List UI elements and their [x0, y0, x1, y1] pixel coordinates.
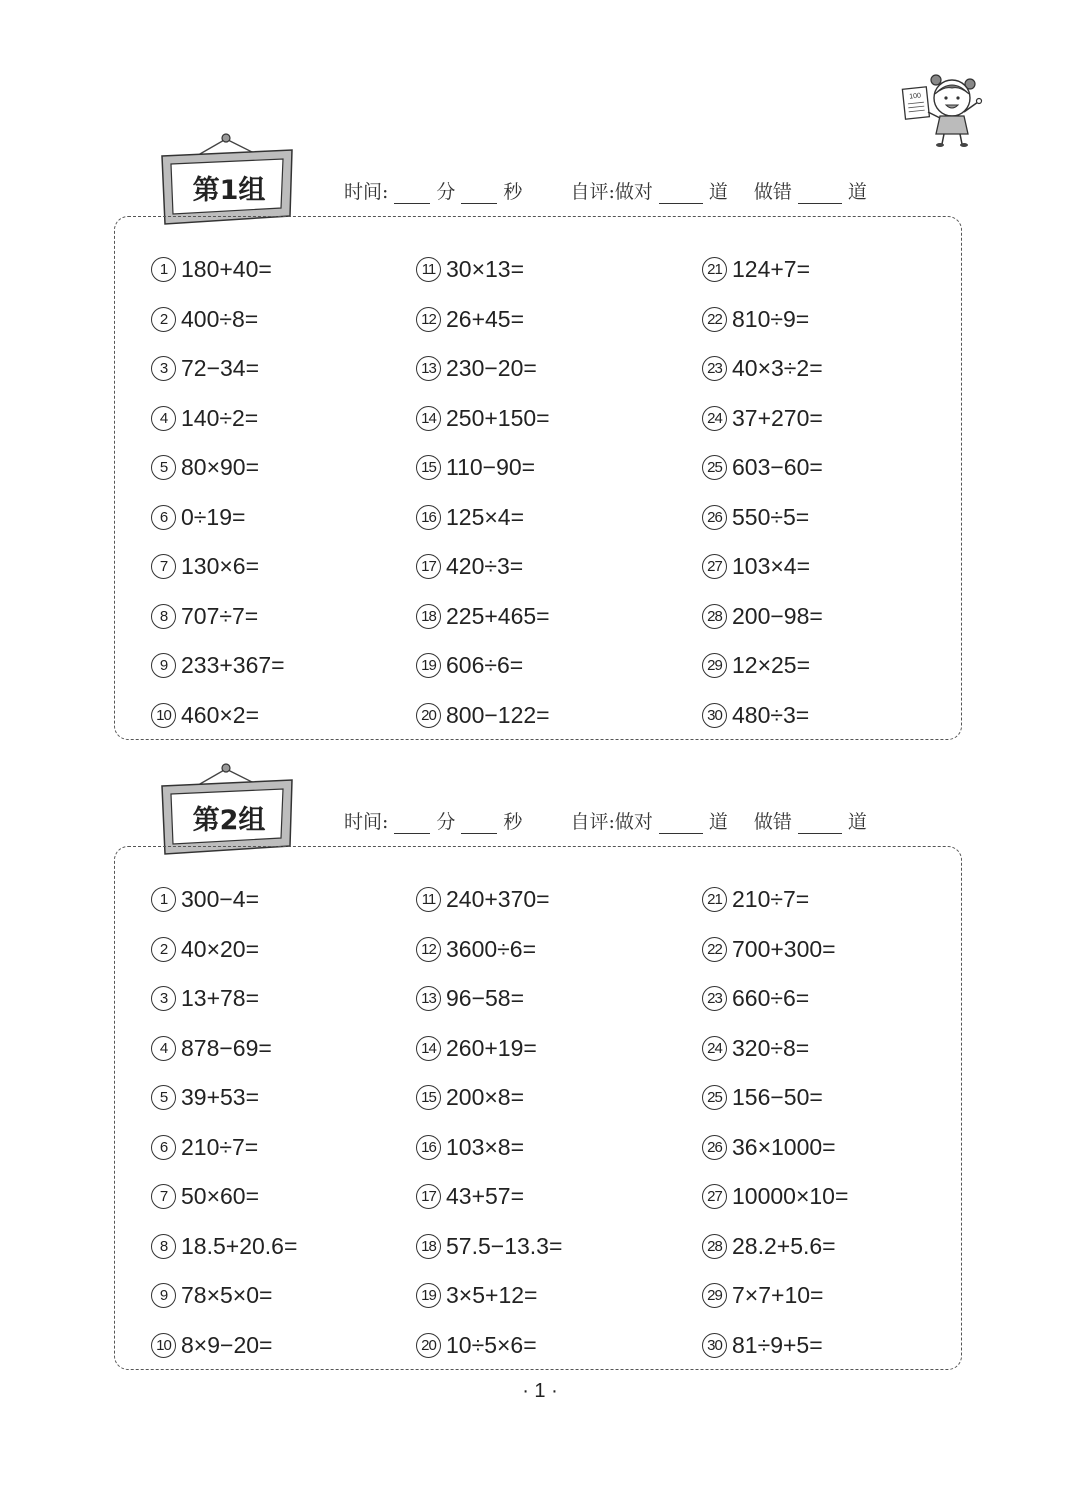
mascot-girl-illustration [898, 68, 986, 148]
problem-expression: 550÷5= [732, 503, 810, 530]
problem-expression: 240+370= [446, 886, 550, 913]
problem-item [151, 394, 285, 444]
problem-expression: 320÷8= [732, 1034, 810, 1061]
problem-expression: 156−50= [732, 1084, 823, 1111]
problem-expression: 30×13= [446, 256, 525, 283]
problem-number: 26 [702, 1135, 727, 1160]
problem-item [151, 1073, 297, 1123]
seconds-label: 秒 [503, 181, 523, 203]
problem-item [151, 542, 285, 592]
problem-number: 22 [702, 307, 727, 332]
problem-number: 20 [416, 1333, 441, 1358]
problem-expression: 233+367= [181, 652, 285, 679]
problem-expression: 72−34= [181, 355, 260, 382]
problem-number: 21 [702, 257, 727, 282]
problem-number: 22 [702, 937, 727, 962]
problem-item [416, 295, 550, 345]
problem-number: 29 [702, 653, 727, 678]
problem-expression: 10000×10= [732, 1183, 849, 1210]
problem-item [702, 1073, 848, 1123]
problem-item [702, 1172, 848, 1222]
problem-number: 25 [702, 1085, 727, 1110]
problem-item [416, 443, 550, 493]
problem-item [702, 1222, 848, 1272]
problem-expression: 7×7+10= [732, 1282, 824, 1309]
problem-number: 8 [151, 1234, 176, 1259]
problem-item [416, 493, 550, 543]
problem-number: 16 [416, 1135, 441, 1160]
problem-item [151, 925, 297, 975]
problem-column-3 [702, 875, 848, 1370]
group-title: 第2组 [192, 805, 266, 836]
problem-number: 10 [151, 1333, 176, 1358]
problem-item [151, 1172, 297, 1222]
problem-item [702, 641, 823, 691]
problem-item [416, 394, 550, 444]
problem-expression: 26+45= [446, 305, 525, 332]
problem-item [702, 295, 823, 345]
problem-item [702, 443, 823, 493]
problem-number: 14 [416, 1036, 441, 1061]
problem-number: 15 [416, 1085, 441, 1110]
problem-item [416, 1172, 562, 1222]
problem-item [151, 974, 297, 1024]
wrong-count-blank[interactable] [798, 183, 842, 204]
problem-item [702, 344, 823, 394]
problem-expression: 210÷7= [732, 886, 810, 913]
problem-number: 10 [151, 703, 176, 728]
problem-expression: 200−98= [732, 602, 823, 629]
problem-item [702, 974, 848, 1024]
problem-expression: 130×6= [181, 553, 260, 580]
problem-item [416, 344, 550, 394]
problem-item [151, 592, 285, 642]
problem-expression: 460×2= [181, 701, 260, 728]
problem-item [151, 691, 285, 741]
problem-number: 6 [151, 505, 176, 530]
problem-expression: 140÷2= [181, 404, 259, 431]
problem-number: 9 [151, 653, 176, 678]
problem-item [416, 691, 550, 741]
time-label: 时间: [344, 181, 389, 203]
time-label: 时间: [344, 811, 389, 833]
problem-item [151, 493, 285, 543]
problem-number: 16 [416, 505, 441, 530]
correct-unit-label: 道 [708, 811, 728, 833]
correct-unit-label: 道 [708, 181, 728, 203]
problem-item [702, 1123, 848, 1173]
problem-number: 21 [702, 887, 727, 912]
minutes-blank[interactable] [394, 813, 430, 834]
problem-expression: 96−58= [446, 985, 525, 1012]
problem-expression: 125×4= [446, 503, 525, 530]
correct-count-blank[interactable] [659, 813, 703, 834]
problem-expression: 50×60= [181, 1183, 260, 1210]
problem-item [151, 1271, 297, 1321]
problem-column-2 [416, 245, 550, 740]
seconds-label: 秒 [503, 811, 523, 833]
correct-count-blank[interactable] [659, 183, 703, 204]
problem-item [416, 641, 550, 691]
problem-column-1 [151, 875, 297, 1370]
problem-number: 23 [702, 356, 727, 381]
problem-item [416, 875, 562, 925]
problem-expression: 39+53= [181, 1084, 260, 1111]
problem-item [416, 1222, 562, 1272]
problem-expression: 10÷5×6= [446, 1331, 537, 1358]
problem-number: 7 [151, 554, 176, 579]
group-title: 第1组 [192, 175, 266, 206]
problem-item [151, 875, 297, 925]
problem-number: 29 [702, 1283, 727, 1308]
problem-number: 5 [151, 455, 176, 480]
problem-expression: 80×90= [181, 454, 260, 481]
problem-expression: 250+150= [446, 404, 550, 431]
problem-item [416, 245, 550, 295]
problem-number: 26 [702, 505, 727, 530]
problem-number: 13 [416, 356, 441, 381]
problem-item [151, 1222, 297, 1272]
problem-number: 25 [702, 455, 727, 480]
wrong-unit-label: 道 [847, 811, 867, 833]
problem-expression: 43+57= [446, 1183, 525, 1210]
problem-number: 27 [702, 1184, 727, 1209]
problem-item [702, 542, 823, 592]
problem-number: 30 [702, 703, 727, 728]
problem-expression: 210÷7= [181, 1133, 259, 1160]
problem-expression: 660÷6= [732, 985, 810, 1012]
problem-item [702, 925, 848, 975]
problem-number: 2 [151, 307, 176, 332]
problem-expression: 40×3÷2= [732, 355, 823, 382]
problem-expression: 800−122= [446, 701, 550, 728]
problem-number: 27 [702, 554, 727, 579]
problem-number: 4 [151, 1036, 176, 1061]
wrong-label: 做错 [753, 181, 792, 203]
problem-number: 4 [151, 406, 176, 431]
problem-item [151, 641, 285, 691]
problem-number: 13 [416, 986, 441, 1011]
problem-item [151, 344, 285, 394]
seconds-blank[interactable] [461, 183, 497, 204]
problem-number: 18 [416, 604, 441, 629]
self-eval-correct-label: 自评:做对 [570, 181, 653, 203]
problem-item [702, 691, 823, 741]
problem-number: 20 [416, 703, 441, 728]
problem-expression: 28.2+5.6= [732, 1232, 836, 1259]
problem-number: 1 [151, 887, 176, 912]
problem-number: 3 [151, 986, 176, 1011]
problem-expression: 78×5×0= [181, 1282, 273, 1309]
score-record-line [344, 174, 867, 204]
score-record-line [344, 804, 867, 834]
minutes-label: 分 [436, 181, 456, 203]
problem-number: 23 [702, 986, 727, 1011]
problem-item [702, 875, 848, 925]
problem-expression: 8×9−20= [181, 1331, 273, 1358]
problem-expression: 103×8= [446, 1133, 525, 1160]
problem-number: 24 [702, 1036, 727, 1061]
problem-item [416, 1073, 562, 1123]
problem-item [702, 592, 823, 642]
problem-column-3 [702, 245, 823, 740]
problem-expression: 36×1000= [732, 1133, 836, 1160]
problem-expression: 230−20= [446, 355, 537, 382]
problem-number: 11 [416, 887, 441, 912]
problem-number: 24 [702, 406, 727, 431]
problem-expression: 700+300= [732, 935, 836, 962]
problem-item [416, 925, 562, 975]
problem-number: 9 [151, 1283, 176, 1308]
problem-column-1 [151, 245, 285, 740]
problem-number: 3 [151, 356, 176, 381]
mascot-sign-text: 100 [909, 92, 922, 101]
problem-expression: 103×4= [732, 553, 811, 580]
problem-number: 1 [151, 257, 176, 282]
problem-number: 7 [151, 1184, 176, 1209]
page-number: · 1 · [522, 1380, 558, 1402]
problem-item [416, 1321, 562, 1371]
problem-number: 17 [416, 1184, 441, 1209]
problem-item [151, 443, 285, 493]
problem-expression: 810÷9= [732, 305, 810, 332]
problem-item [416, 974, 562, 1024]
problem-column-2 [416, 875, 562, 1370]
minutes-label: 分 [436, 811, 456, 833]
seconds-blank[interactable] [461, 813, 497, 834]
problem-expression: 110−90= [446, 454, 536, 481]
problem-expression: 707÷7= [181, 602, 259, 629]
problem-number: 19 [416, 1283, 441, 1308]
problem-expression: 180+40= [181, 256, 272, 283]
problem-number: 28 [702, 1234, 727, 1259]
problem-number: 5 [151, 1085, 176, 1110]
problem-expression: 37+270= [732, 404, 823, 431]
problem-expression: 480÷3= [732, 701, 810, 728]
problem-item [416, 542, 550, 592]
problem-item [416, 1024, 562, 1074]
problem-expression: 420÷3= [446, 553, 524, 580]
problem-expression: 260+19= [446, 1034, 537, 1061]
problem-item [702, 394, 823, 444]
problem-expression: 3600÷6= [446, 935, 537, 962]
problem-number: 28 [702, 604, 727, 629]
problem-expression: 124+7= [732, 256, 811, 283]
problem-expression: 200×8= [446, 1084, 525, 1111]
problem-number: 18 [416, 1234, 441, 1259]
problem-expression: 40×20= [181, 935, 260, 962]
problem-item [151, 1321, 297, 1371]
problem-expression: 300−4= [181, 886, 260, 913]
problem-expression: 57.5−13.3= [446, 1232, 563, 1259]
problem-item [151, 1024, 297, 1074]
problem-number: 17 [416, 554, 441, 579]
self-eval-correct-label: 自评:做对 [570, 811, 653, 833]
problem-expression: 13+78= [181, 985, 260, 1012]
problem-number: 12 [416, 937, 441, 962]
problem-number: 14 [416, 406, 441, 431]
problem-expression: 878−69= [181, 1034, 272, 1061]
problem-item [151, 1123, 297, 1173]
problem-item [702, 1271, 848, 1321]
problem-item [416, 1271, 562, 1321]
problem-expression: 3×5+12= [446, 1282, 538, 1309]
problem-expression: 12×25= [732, 652, 811, 679]
problem-number: 19 [416, 653, 441, 678]
problem-item [151, 295, 285, 345]
problem-item [702, 245, 823, 295]
problem-expression: 18.5+20.6= [181, 1232, 298, 1259]
wrong-label: 做错 [753, 811, 792, 833]
problem-number: 2 [151, 937, 176, 962]
problem-expression: 225+465= [446, 602, 550, 629]
problem-expression: 81÷9+5= [732, 1331, 823, 1358]
problems-panel [114, 216, 962, 740]
problem-expression: 400÷8= [181, 305, 259, 332]
problem-number: 8 [151, 604, 176, 629]
problem-item [702, 1024, 848, 1074]
problem-number: 6 [151, 1135, 176, 1160]
problem-expression: 603−60= [732, 454, 823, 481]
minutes-blank[interactable] [394, 183, 430, 204]
problem-number: 15 [416, 455, 441, 480]
problem-item [416, 592, 550, 642]
problem-item [702, 493, 823, 543]
problem-number: 11 [416, 257, 441, 282]
problem-item [416, 1123, 562, 1173]
problem-expression: 0÷19= [181, 503, 246, 530]
problems-panel [114, 846, 962, 1370]
wrong-count-blank[interactable] [798, 813, 842, 834]
wrong-unit-label: 道 [847, 181, 867, 203]
problem-number: 30 [702, 1333, 727, 1358]
problem-expression: 606÷6= [446, 652, 524, 679]
problem-number: 12 [416, 307, 441, 332]
problem-item [151, 245, 285, 295]
problem-item [702, 1321, 848, 1371]
